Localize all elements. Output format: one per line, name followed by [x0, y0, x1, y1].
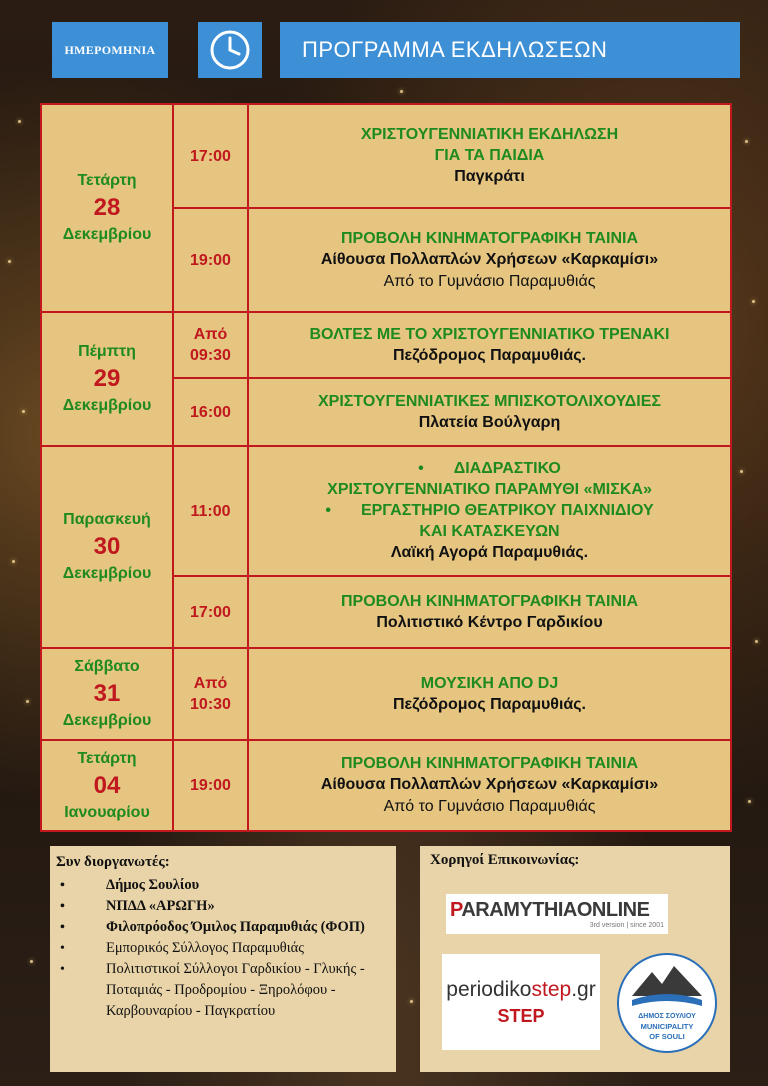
day-name: Παρασκευή — [63, 511, 151, 528]
municipality-souli-logo[interactable] — [616, 952, 718, 1054]
bullet-dot: • — [418, 460, 424, 477]
organizers-list — [56, 875, 390, 1022]
event-cell — [248, 576, 731, 648]
logo-text: PARAMYTHIAONLINE — [450, 899, 650, 921]
day-month: Ιανουαρίου — [64, 803, 150, 821]
event-time-prefix: Από — [193, 675, 228, 692]
clock-icon — [208, 28, 252, 72]
event-cell — [248, 208, 731, 312]
time-cell — [173, 378, 248, 446]
event-note: Από το Γυμνάσιο Παραμυθιάς — [383, 272, 596, 290]
paramythiaonline-logo[interactable] — [446, 894, 668, 934]
event-time: 17:00 — [190, 603, 231, 621]
time-cell — [173, 208, 248, 312]
sponsors-box — [420, 846, 730, 1072]
periodikostep-logo[interactable] — [442, 954, 600, 1050]
organizers-title: Συν διοργανωτές: — [56, 854, 170, 870]
day-name: Τετάρτη — [77, 172, 137, 189]
bullet-item: • ΕΡΓΑΣΤΗΡΙΟ ΘΕΑΤΡΙΚΟΥ ΠΑΙΧΝΙΔΙΟΥ — [325, 502, 654, 519]
list-item: • Δήμος Σουλίου — [56, 875, 390, 896]
day-number: 04 — [93, 771, 121, 799]
event-time: 09:30 — [190, 347, 231, 364]
event-row — [41, 446, 731, 576]
logo-line: OF SOULI — [649, 1032, 685, 1041]
bullet-item: • ΔΙΑΔΡΑΣΤΙΚΟ — [418, 460, 561, 477]
day-cell — [41, 740, 173, 831]
day-month: Δεκεμβρίου — [62, 226, 152, 243]
event-cell — [248, 446, 731, 576]
event-cell — [248, 104, 731, 208]
event-place: Πεζόδρομος Παραμυθιάς. — [392, 346, 586, 364]
time-cell — [173, 740, 248, 831]
event-time: 17:00 — [190, 147, 231, 165]
event-time-prefix: Από — [193, 326, 228, 343]
event-cell — [248, 740, 731, 831]
bullet-dot: • — [325, 502, 331, 519]
event-title: ΧΡΙΣΤΟΥΓΕΝΝΙΑΤΙΚΗ ΕΚΔΗΛΩΣΗ — [360, 126, 619, 143]
event-place: Παγκράτι — [454, 168, 525, 185]
logo-line: MUNICIPALITY — [640, 1022, 694, 1031]
event-row — [41, 312, 731, 378]
clock-box — [198, 22, 262, 78]
event-cell — [248, 312, 731, 378]
day-name: Πέμπτη — [78, 343, 136, 360]
organizers-box — [50, 846, 396, 1072]
event-title: ΠΡΟΒΟΛΗ ΚΙΝΗΜΑΤΟΓΡΑΦΙΚΗ ΤΑΙΝΙΑ — [340, 592, 638, 610]
event-place: Λαϊκή Αγορά Παραμυθιάς. — [390, 544, 589, 561]
schedule-table — [40, 103, 732, 832]
event-title: ΓΙΑ ΤΑ ΠΑΙΔΙΑ — [434, 147, 545, 164]
event-note: Από το Γυμνάσιο Παραμυθιάς — [383, 798, 596, 815]
day-month: Δεκεμβρίου — [62, 397, 152, 414]
event-time: 10:30 — [190, 696, 231, 713]
event-row — [41, 104, 731, 208]
day-name: Σάββατο — [74, 658, 140, 675]
event-title: ΠΡΟΒΟΛΗ ΚΙΝΗΜΑΤΟΓΡΑΦΙΚΗ ΤΑΙΝΙΑ — [340, 229, 638, 247]
date-header — [52, 22, 168, 78]
sponsors-title: Χορηγοί Επικοινωνίας: — [430, 852, 580, 868]
logo-line: ΔΗΜΟΣ ΣΟΥΛΙΟΥ — [638, 1013, 696, 1020]
logo-subtitle: 3rd version | since 2001 — [589, 922, 664, 929]
day-month: Δεκεμβρίου — [62, 712, 152, 729]
event-place: Αίθουσα Πολλαπλών Χρήσεων «Καρκαμίσι» — [320, 776, 659, 793]
event-title: ΒΟΛΤΕΣ ΜΕ ΤΟ ΧΡΙΣΤΟΥΓΕΝΝΙΑΤΙΚΟ ΤΡΕΝΑΚΙ — [309, 325, 670, 343]
list-item: • Φιλοπρόοδος Όμιλος Παραμυθιάς (ΦΟΠ) — [56, 917, 390, 938]
time-cell — [173, 446, 248, 576]
event-title: ΧΡΙΣΤΟΥΓΕΝΝΙΑΤΙΚΕΣ ΜΠΙΣΚΟΤΟΛΙΧΟΥΔΙΕΣ — [317, 392, 662, 410]
list-item: • Πολιτιστικοί Σύλλογοι Γαρδικίου - Γλυκής - Ποταμιάς - Προδρομίου - Ξηρολόφου - Καρβουναρίου - Παγκρατίου — [56, 959, 390, 1022]
event-place: Πεζόδρομος Παραμυθιάς. — [392, 695, 586, 713]
logo-letter: P — [450, 899, 462, 921]
event-time: 19:00 — [190, 251, 231, 269]
day-cell — [41, 446, 173, 648]
event-row — [41, 740, 731, 831]
event-row — [41, 648, 731, 740]
logo-text: periodikostep.gr — [446, 977, 596, 1001]
day-name: Τετάρτη — [77, 749, 137, 767]
day-cell — [41, 648, 173, 740]
event-time: 16:00 — [190, 403, 231, 421]
time-cell — [173, 648, 248, 740]
event-title: ΠΡΟΒΟΛΗ ΚΙΝΗΜΑΤΟΓΡΑΦΙΚΗ ΤΑΙΝΙΑ — [340, 755, 638, 772]
day-number: 29 — [93, 365, 121, 392]
page-title — [280, 22, 740, 78]
event-time: 11:00 — [190, 502, 231, 520]
day-number: 28 — [93, 194, 121, 221]
date-header-label: ΗΜΕΡΟΜΗΝΙΑ — [64, 42, 156, 57]
time-cell — [173, 104, 248, 208]
event-title: ΜΟΥΣΙΚΗ ΑΠΟ DJ — [420, 674, 559, 692]
day-cell — [41, 312, 173, 446]
day-number: 31 — [93, 680, 121, 707]
day-cell — [41, 104, 173, 312]
bullet-item-continued: ΚΑΙ ΚΑΤΑΣΚΕΥΩΝ — [419, 523, 560, 540]
event-place: Πολιτιστικό Κέντρο Γαρδικίου — [376, 613, 603, 631]
event-time: 19:00 — [190, 777, 231, 794]
event-cell — [248, 378, 731, 446]
list-item: • ΝΠΔΔ «ΑΡΩΓΗ» — [56, 896, 390, 917]
bullet-item-continued: ΧΡΙΣΤΟΥΓΕΝΝΙΑΤΙΚΟ ΠΑΡΑΜΥΘΙ «ΜΙΣΚΑ» — [327, 481, 652, 498]
event-cell — [248, 648, 731, 740]
step-badge: STEP — [497, 1005, 545, 1026]
list-item: • Εμπορικός Σύλλογος Παραμυθιάς — [56, 938, 390, 959]
day-month: Δεκεμβρίου — [62, 565, 152, 582]
page-title-text: ΠΡΟΓΡΑΜΜΑ ΕΚΔΗΛΩΣΕΩΝ — [302, 37, 608, 62]
day-number: 30 — [93, 533, 121, 560]
time-cell — [173, 576, 248, 648]
time-cell — [173, 312, 248, 378]
event-place: Πλατεία Βούλγαρη — [418, 413, 561, 431]
event-place: Αίθουσα Πολλαπλών Χρήσεων «Καρκαμίσι» — [320, 250, 659, 268]
